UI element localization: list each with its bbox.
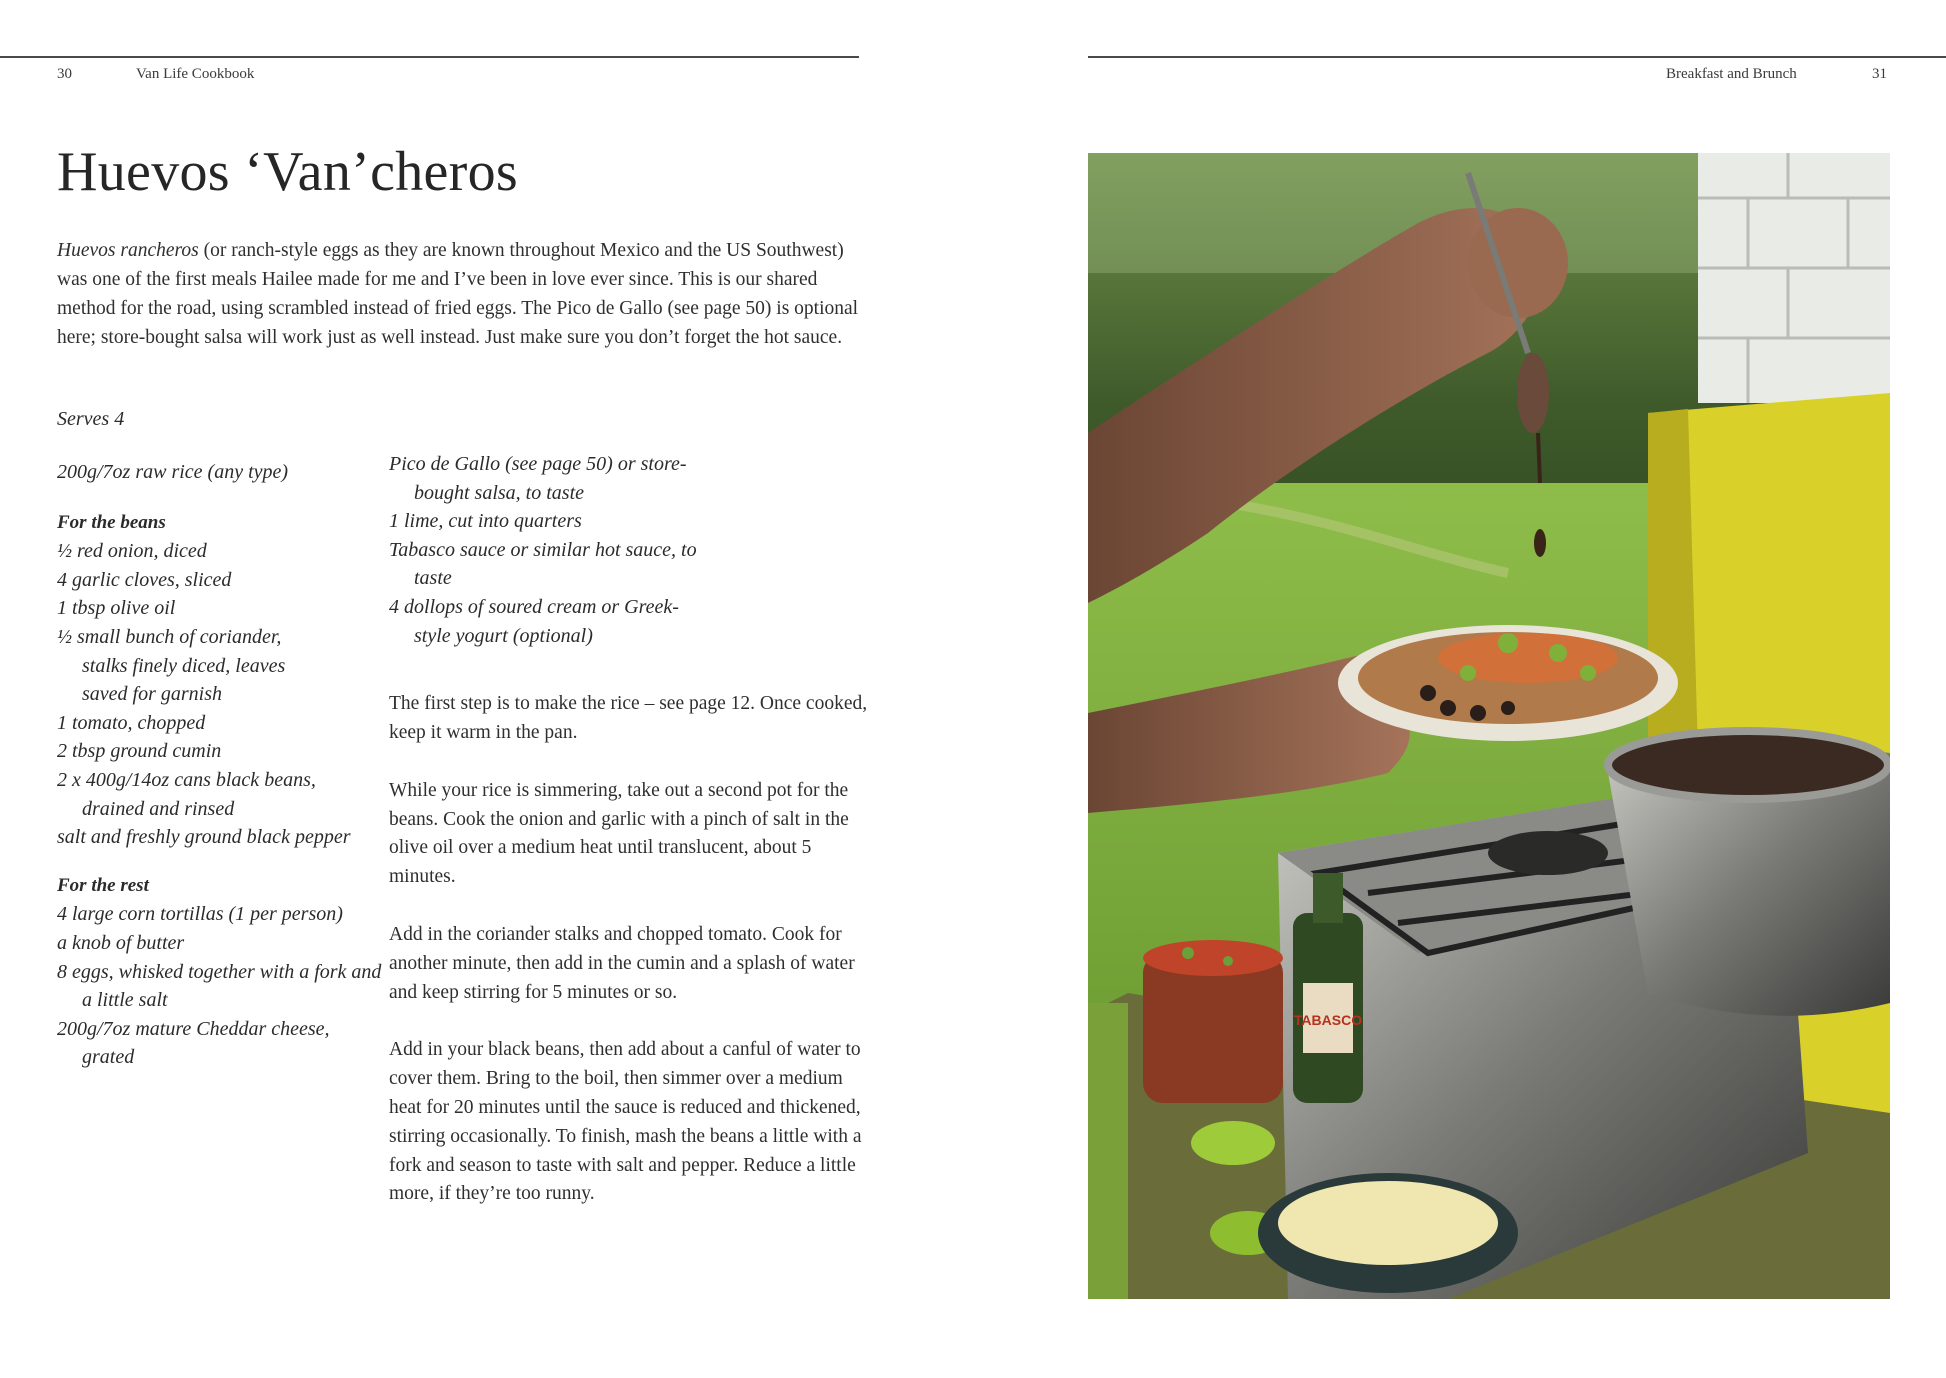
ingredient: 4 large corn tortillas (1 per person) — [57, 903, 343, 926]
ingredient: salt and freshly ground black pepper — [57, 826, 351, 849]
ingredient: 2 x 400g/14oz cans black beans, drained and rinsed — [57, 768, 316, 820]
ingredient: 200g/7oz raw rice (any type) — [57, 461, 289, 483]
intro-italic-term: Huevos rancheros — [57, 240, 199, 261]
burner — [1488, 831, 1608, 875]
intro-text: (or ranch-style eggs as they are known throughout Mexico and the US Southwest) was one of the first meals Hailee made for me and I’ve been in love ever since. This is our shared method for the road, using scrambled instead of fried eggs. The Pico de Gallo (see page 50) is optional here; store-bought salsa will work just as well instead. Just make sure you don’t forget the hot sauce. — [57, 240, 859, 348]
method-step: Add in your black beans, then add about a canful of water to cover them. Bring to the boil, then simmer over a medium heat for 20 minutes until the sauce is reduced and thickened, stirring occasionally. To finish, mash the beans a little with a fork and season to taste with salt and pepper. Reduce a little more, if they’re too runny. — [389, 1039, 862, 1205]
left-header-rule — [0, 56, 859, 58]
method-step: While your rice is simmering, take out a second pot for the beans. Cook the onion and garlic with a pinch of salt in the olive oil over a medium heat until translucent, about 5 minutes. — [389, 779, 849, 888]
recipe-intro — [57, 236, 867, 352]
serves: Serves 4 — [57, 408, 125, 430]
ingredient: 1 tbsp olive oil — [57, 597, 176, 620]
recipe-photo — [1088, 153, 1890, 1299]
ingredient: 200g/7oz mature Cheddar cheese, grated — [57, 1017, 330, 1069]
ingredient: 1 lime, cut into quarters — [389, 510, 582, 533]
ingredient: Tabasco sauce or similar hot sauce, to taste — [389, 538, 697, 590]
camp-stove-photo — [1088, 153, 1890, 1299]
ingredient: a knob of butter — [57, 931, 185, 954]
ingredient: ½ small bunch of coriander, stalks finely diced, leaves saved for garnish — [57, 625, 286, 706]
rest-heading: For the rest — [57, 874, 149, 896]
method-step: Add in the coriander stalks and chopped tomato. Cook for another minute, then add in the cumin and a splash of water and keep stirring for 5 minutes or so. — [389, 923, 855, 1003]
left-page-number: 30 — [57, 66, 72, 82]
ingredient: 2 tbsp ground cumin — [57, 740, 222, 763]
method-step: The first step is to make the rice – see page 12. Once cooked, keep it warm in the pan. — [389, 693, 868, 743]
ingredients-and-method-column — [389, 450, 869, 1238]
right-header-rule — [1088, 56, 1946, 58]
ingredient: ½ red onion, diced — [57, 540, 207, 563]
right-page-number: 31 — [1872, 66, 1887, 82]
section-title: Breakfast and Brunch — [1666, 66, 1797, 82]
beans-heading: For the beans — [57, 511, 166, 533]
white-tiles — [1698, 153, 1890, 403]
recipe-title: Huevos ‘Van’cheros — [57, 141, 519, 203]
book-title: Van Life Cookbook — [136, 66, 255, 82]
hot-sauce-label: TABASCO — [1293, 1012, 1363, 1028]
ingredient: 4 garlic cloves, sliced — [57, 568, 232, 591]
ingredient: 8 eggs, whisked together with a fork and a little salt — [57, 960, 382, 1012]
ingredient: Pico de Gallo (see page 50) or store-bought salsa, to taste — [389, 453, 687, 504]
lime-wedge — [1191, 1121, 1275, 1165]
ingredients-column-left — [57, 458, 382, 1072]
ingredient: 1 tomato, chopped — [57, 711, 206, 734]
ingredient: 4 dollops of soured cream or Greek-style yogurt (optional) — [389, 595, 679, 647]
method — [389, 690, 869, 1209]
